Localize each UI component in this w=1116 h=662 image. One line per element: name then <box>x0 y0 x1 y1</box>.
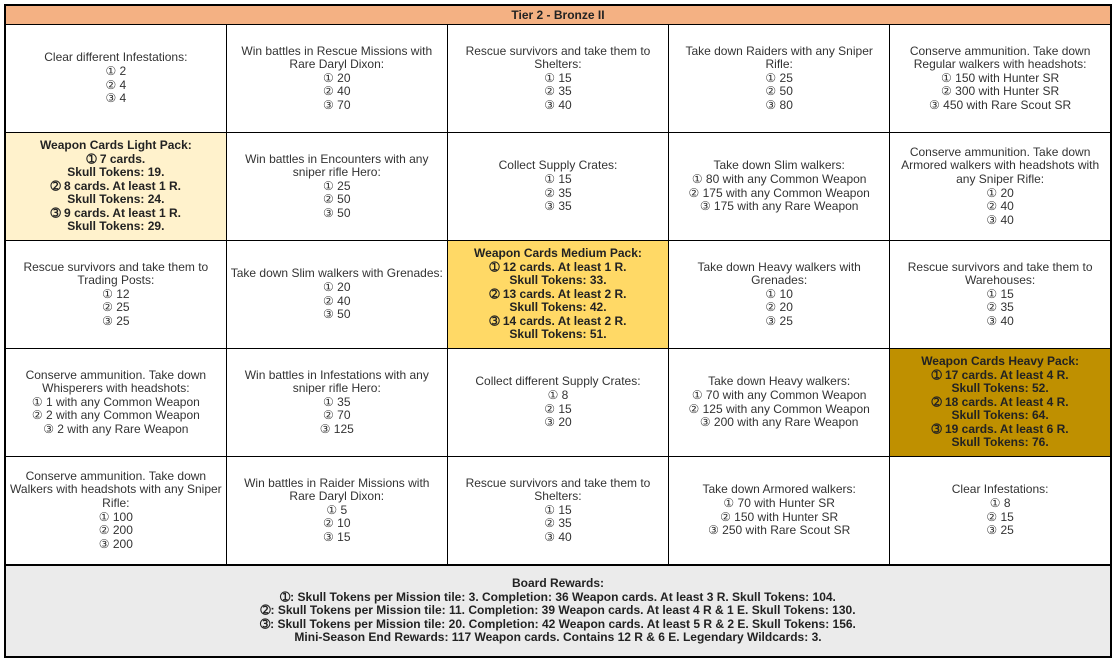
mission-tier-goal: ① 15 <box>544 70 572 85</box>
mission-tier-goal: ① 20 <box>986 185 1014 200</box>
mini-season-rewards: Mini-Season End Rewards: 117 Weapon cards. Contains 12 R & 6 E. Legendary Wildcards: 3. <box>294 630 822 645</box>
pack-tier-line: ➂ 9 cards. At least 1 R. <box>50 205 182 220</box>
mission-tile <box>669 241 890 349</box>
tier-header: Tier 2 - Bronze II <box>5 5 1111 25</box>
mission-description: Take down Slim walkers: <box>713 158 845 173</box>
mission-description: Win battles in Encounters with any sniper rifle Hero: <box>245 151 429 180</box>
mission-tier-goal: ① 15 <box>986 286 1014 301</box>
mission-tier-goal: ② 175 with any Common Weapon <box>688 185 870 200</box>
board-reward-tier-line: ➂: Skull Tokens per Mission tile: 20. Completion: 42 Weapon cards. At least 5 R & 2 E. Skull Tokens: 156. <box>260 616 856 631</box>
mission-tier-goal: ① 70 with Hunter SR <box>723 495 835 510</box>
mission-tier-goal: ② 4 <box>105 77 127 92</box>
mission-tier-goal: ③ 200 <box>98 536 133 551</box>
mission-tier-goal: ① 5 <box>326 502 348 517</box>
mission-tier-goal: ③ 35 <box>544 199 572 214</box>
board-reward-tier-line: ➀: Skull Tokens per Mission tile: 3. Completion: 36 Weapon cards. At least 3 R. Skull Tokens: 104. <box>280 589 836 604</box>
mission-description: Collect different Supply Crates: <box>475 374 641 389</box>
mission-tier-goal: ③ 125 <box>319 421 354 436</box>
mission-tier-goal: ③ 25 <box>986 523 1014 538</box>
mission-tier-goal: ③ 175 with any Rare Weapon <box>699 199 859 214</box>
pack-tier-line: ➂ 14 cards. At least 2 R. <box>489 313 627 328</box>
mission-description: Take down Heavy walkers with Grenades: <box>697 259 861 288</box>
mission-description: Conserve ammunition. Take down Whisperers with headshots: <box>25 367 207 396</box>
mission-tier-goal: ③ 40 <box>986 212 1014 227</box>
mission-tile <box>669 25 890 133</box>
mission-tier-goal: ① 25 <box>323 178 351 193</box>
mission-tier-goal: ① 15 <box>544 502 572 517</box>
pack-tier-line: Skull Tokens: 52. <box>951 381 1049 396</box>
mission-tier-goal: ② 300 with Hunter SR <box>941 84 1060 99</box>
mission-tier-goal: ② 15 <box>544 401 572 416</box>
mission-tier-goal: ① 2 <box>105 63 127 78</box>
pack-title: Weapon Cards Light Pack: <box>39 137 192 152</box>
board-rewards <box>5 565 1111 657</box>
board-row <box>5 349 1111 457</box>
mission-tier-goal: ③ 40 <box>544 529 572 544</box>
board-rewards-title: Board Rewards: <box>511 576 605 591</box>
tier-board-table <box>4 4 1112 658</box>
pack-title: Weapon Cards Heavy Pack: <box>921 353 1080 368</box>
mission-tier-goal: ① 15 <box>544 171 572 186</box>
mission-tier-goal: ③ 250 with Rare Scout SR <box>708 523 851 538</box>
mission-tier-goal: ② 50 <box>765 84 793 99</box>
mission-tier-goal: ② 40 <box>986 199 1014 214</box>
pack-tier-line: ➀ 12 cards. At least 1 R. <box>489 259 627 274</box>
mission-description: Collect Supply Crates: <box>498 158 618 173</box>
mission-tier-goal: ① 1 with any Common Weapon <box>31 394 200 409</box>
pack-tier-line: Skull Tokens: 24. <box>67 192 165 207</box>
pack-tier-line: ➁ 8 cards. At least 1 R. <box>50 178 182 193</box>
mission-tier-goal: ③ 50 <box>323 307 351 322</box>
board-row <box>5 241 1111 349</box>
mission-tier-goal: ③ 450 with Rare Scout SR <box>929 97 1072 112</box>
board-row <box>5 133 1111 241</box>
reward-pack-tile-light <box>5 133 226 241</box>
mission-description: Win battles in Infestations with any sniper rifle Hero: <box>244 367 429 396</box>
mission-description: Take down Heavy walkers: <box>708 374 851 389</box>
mission-tier-goal: ② 15 <box>986 509 1014 524</box>
mission-tile <box>226 25 447 133</box>
pack-tier-line: ➀ 7 cards. <box>86 151 146 166</box>
mission-tier-goal: ③ 70 <box>323 97 351 112</box>
reward-pack-tile-medium <box>447 241 668 349</box>
mission-tier-goal: ③ 15 <box>323 529 351 544</box>
mission-tile <box>890 133 1111 241</box>
board-footer-row <box>5 565 1111 657</box>
pack-tier-line: ➀ 17 cards. At least 4 R. <box>931 367 1069 382</box>
mission-tile <box>447 25 668 133</box>
pack-tier-line: Skull Tokens: 42. <box>509 300 607 315</box>
mission-description: Take down Armored walkers: <box>702 482 856 497</box>
mission-tier-goal: ① 150 with Hunter SR <box>941 70 1060 85</box>
mission-description: Win battles in Rescue Missions with Rare Daryl Dixon: <box>241 43 433 72</box>
mission-tier-goal: ② 25 <box>102 300 130 315</box>
pack-tier-line: Skull Tokens: 64. <box>951 408 1049 423</box>
mission-tier-goal: ③ 200 with any Rare Weapon <box>699 415 859 430</box>
mission-tile <box>5 25 226 133</box>
mission-tile <box>226 133 447 241</box>
mission-description: Rescue survivors and take them to Shelters: <box>465 43 651 72</box>
mission-tier-goal: ① 20 <box>323 70 351 85</box>
mission-tier-goal: ① 10 <box>765 286 793 301</box>
mission-tile <box>890 457 1111 566</box>
pack-tier-line: ➁ 18 cards. At least 4 R. <box>931 394 1069 409</box>
mission-tier-goal: ① 35 <box>323 394 351 409</box>
pack-tier-line: Skull Tokens: 29. <box>67 219 165 234</box>
mission-tier-goal: ① 12 <box>102 286 130 301</box>
mission-tier-goal: ② 125 with any Common Weapon <box>688 401 870 416</box>
mission-tile <box>226 457 447 566</box>
mission-tier-goal: ① 80 with any Common Weapon <box>691 171 867 186</box>
mission-tier-goal: ② 150 with Hunter SR <box>720 509 839 524</box>
mission-description: Conserve ammunition. Take down Armored walkers with headshots with any Sniper Rifle: <box>901 144 1100 186</box>
mission-description: Rescue survivors and take them to Trading Posts: <box>23 259 209 288</box>
mission-tier-goal: ③ 25 <box>102 313 130 328</box>
mission-tier-goal: ② 20 <box>765 300 793 315</box>
board-row <box>5 25 1111 133</box>
pack-tier-line: Skull Tokens: 19. <box>67 165 165 180</box>
mission-tile <box>226 349 447 457</box>
mission-tier-goal: ③ 20 <box>544 415 572 430</box>
reward-pack-tile-heavy <box>890 349 1111 457</box>
mission-tile <box>5 457 226 566</box>
mission-description: Conserve ammunition. Take down Walkers with headshots with any Sniper Rifle: <box>10 468 222 510</box>
mission-description: Rescue survivors and take them to Shelters: <box>465 475 651 504</box>
mission-tile <box>5 349 226 457</box>
mission-tile <box>447 133 668 241</box>
mission-tier-goal: ② 40 <box>323 84 351 99</box>
mission-tile <box>890 241 1111 349</box>
mission-tier-goal: ③ 25 <box>765 313 793 328</box>
mission-tier-goal: ① 8 <box>547 387 569 402</box>
mission-description: Clear different Infestations: <box>44 50 188 65</box>
mission-tier-goal: ① 8 <box>989 495 1011 510</box>
mission-description: Clear Infestations: <box>951 482 1049 497</box>
pack-tier-line: ➁ 13 cards. At least 2 R. <box>489 286 627 301</box>
mission-tier-goal: ② 40 <box>323 293 351 308</box>
mission-description: Take down Slim walkers with Grenades: <box>230 266 443 281</box>
mission-tile <box>890 25 1111 133</box>
mission-tier-goal: ② 70 <box>323 408 351 423</box>
mission-tier-goal: ② 35 <box>544 516 572 531</box>
pack-tier-line: Skull Tokens: 76. <box>951 435 1049 450</box>
mission-tile <box>447 349 668 457</box>
mission-tier-goal: ② 50 <box>323 192 351 207</box>
mission-tile <box>5 241 226 349</box>
board-reward-tier-line: ➁: Skull Tokens per Mission tile: 11. Completion: 39 Weapon cards. At least 4 R & 1 E. Skull Tokens: 130. <box>260 603 856 618</box>
mission-tile <box>447 457 668 566</box>
mission-tier-goal: ② 35 <box>986 300 1014 315</box>
pack-tier-line: ➂ 19 cards. At least 6 R. <box>931 421 1069 436</box>
mission-tier-goal: ② 35 <box>544 185 572 200</box>
mission-tile <box>226 241 447 349</box>
mission-tier-goal: ① 100 <box>98 509 133 524</box>
mission-tier-goal: ③ 4 <box>105 91 127 106</box>
mission-tier-goal: ① 25 <box>765 70 793 85</box>
mission-description: Win battles in Raider Missions with Rare Daryl Dixon: <box>244 475 430 504</box>
mission-tile <box>669 457 890 566</box>
board-row <box>5 457 1111 566</box>
mission-tier-goal: ② 2 with any Common Weapon <box>31 408 200 423</box>
pack-title: Weapon Cards Medium Pack: <box>474 245 642 260</box>
mission-description: Take down Raiders with any Sniper Rifle: <box>685 43 873 72</box>
mission-tier-goal: ③ 40 <box>986 313 1014 328</box>
mission-tier-goal: ① 20 <box>323 279 351 294</box>
mission-tier-goal: ② 200 <box>98 523 133 538</box>
mission-tier-goal: ③ 80 <box>765 97 793 112</box>
mission-description: Rescue survivors and take them to Warehouses: <box>907 259 1093 288</box>
mission-tile <box>669 133 890 241</box>
mission-description: Conserve ammunition. Take down Regular walkers with headshots: <box>909 43 1091 72</box>
pack-tier-line: Skull Tokens: 33. <box>509 273 607 288</box>
pack-tier-line: Skull Tokens: 51. <box>509 327 607 342</box>
mission-tier-goal: ② 10 <box>323 516 351 531</box>
mission-tile <box>669 349 890 457</box>
mission-tier-goal: ③ 40 <box>544 97 572 112</box>
mission-tier-goal: ③ 2 with any Rare Weapon <box>43 421 189 436</box>
mission-tier-goal: ② 35 <box>544 84 572 99</box>
mission-tier-goal: ③ 50 <box>323 205 351 220</box>
mission-tier-goal: ① 70 with any Common Weapon <box>691 387 867 402</box>
